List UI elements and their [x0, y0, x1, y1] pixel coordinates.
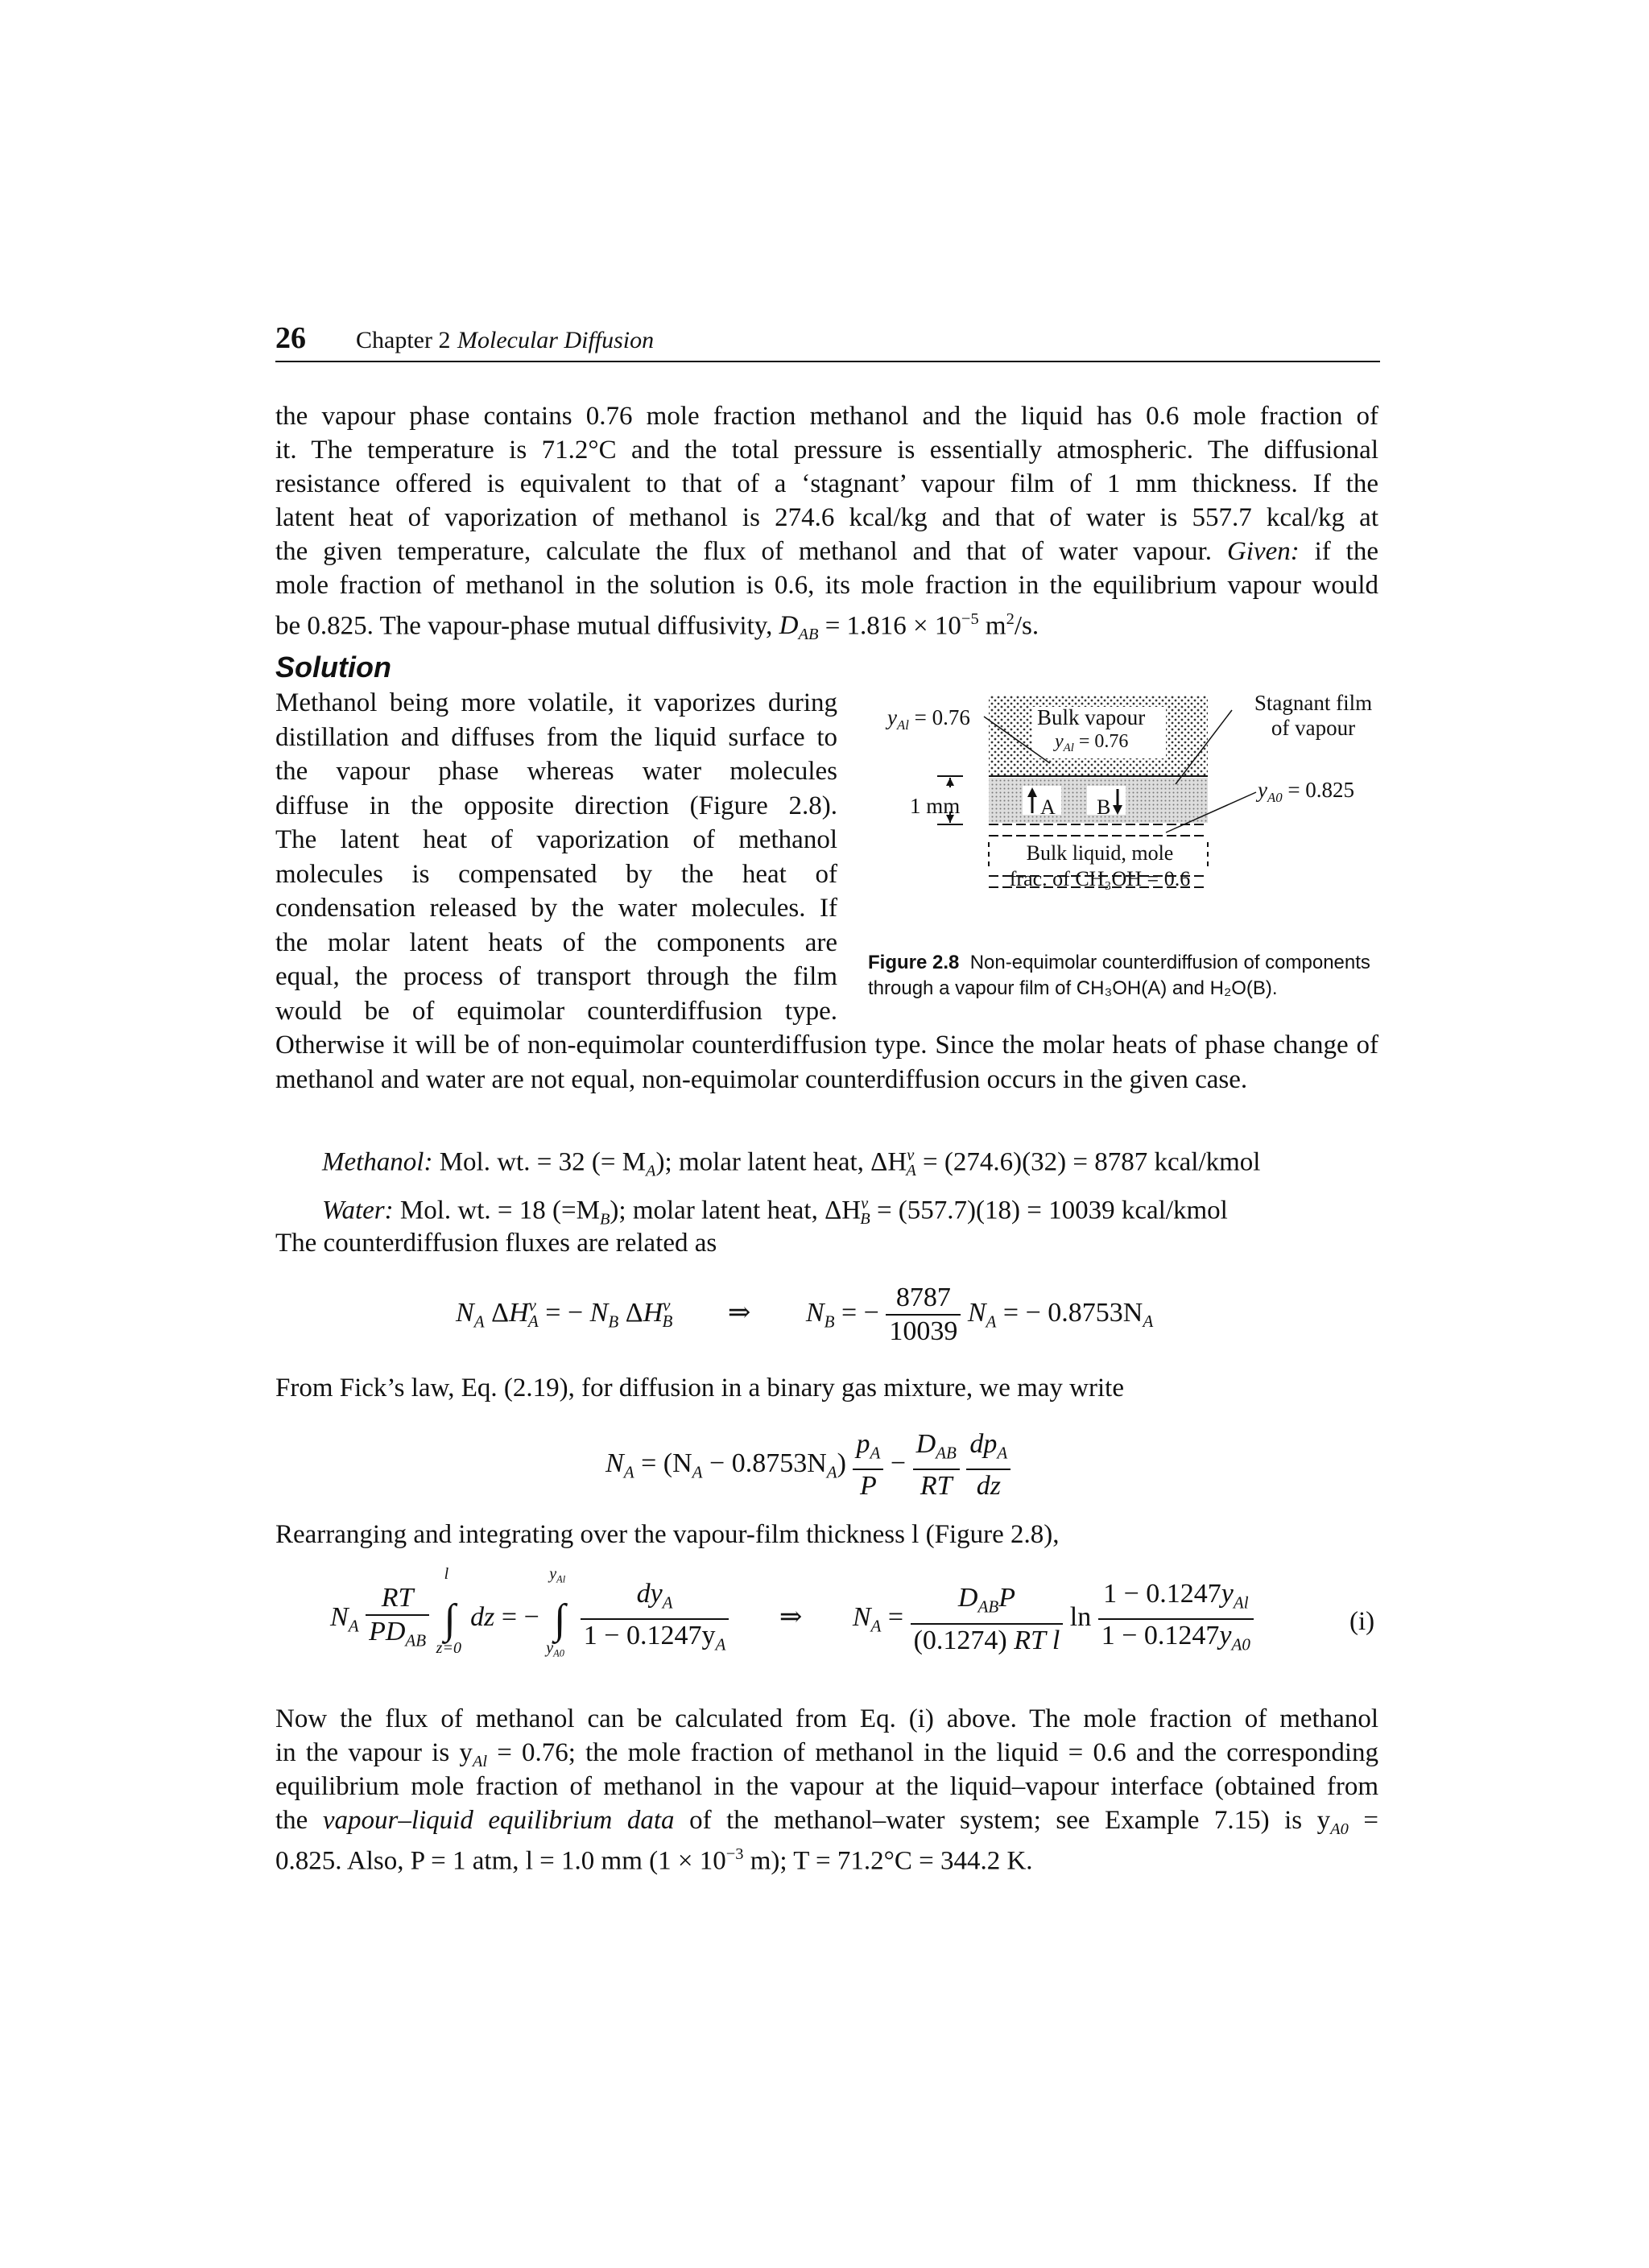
page-number: 26 — [275, 321, 306, 355]
equation-flux-relation: $N_A$ $\Delta H^v_A$ = − $N_B$ $\Delta H^v_B$ ⇒ $N_B$ = − $\frac{8787}{10039}$ $N_A$ = − $0.8753N_A$ — [456, 1283, 1154, 1346]
equation-label: (i) — [1349, 1607, 1375, 1636]
figure-arrow-b-label: B — [1097, 795, 1111, 819]
problem-line: the given temperature, calculate the flux of methanol and that of water vapour. Given: if the — [275, 537, 1378, 566]
figure-arrow-a-label: A — [1040, 795, 1056, 819]
final-line: 0.825. Also, P = 1 atm, l = 1.0 mm ($1 \times 10^{-3}$ m); T = 71.2°C = 344.2 K. — [275, 1845, 1033, 1876]
methanol-line: Methanol: Mol. wt. = 32 (= $M_A$); molar latent heat, $\Delta H^v_A = (274.6)(32) = 8787$ kcal/kmol — [322, 1146, 1261, 1180]
chapter-label: Chapter 2 — [356, 327, 451, 353]
solution-paragraph: Otherwise it will be of non-equimolar counterdiffusion type. Since the molar heats of phase change of methanol and water are not equal, non-equimolar counterdiffusion occurs in the given case. — [275, 1031, 1378, 1094]
problem-line: be 0.825. The vapour-phase mutual diffusivity, $D_{AB} = 1.816 \times 10^{-5}$ $m^2/s$. — [275, 610, 1039, 644]
figure-bulk-vapour-y: $y_{Al} = 0.76$ — [1055, 731, 1129, 755]
final-line: the vapour–liquid equilibrium data of the methanol–water system; see Example 7.15) is $y_{A0}$ = — [275, 1806, 1379, 1839]
figure-thickness: 1 mm — [910, 794, 961, 818]
figure-yal-left: $y_{Al} = 0.76$ — [887, 705, 970, 733]
figure-caption: Figure 2.8 Non-equimolar counterdiffusion of components through a vapour film of CH₃OH(A) and H₂O(B). — [868, 952, 1370, 999]
figure-ya0: $y_{A0} = 0.825$ — [1258, 778, 1355, 805]
problem-line: resistance offered is equivalent to that of a ‘stagnant’ vapour film of 1 mm thickness. If the — [275, 469, 1378, 498]
header-rule — [275, 361, 1380, 362]
figure-stagnant-film: Stagnant film of vapour — [1254, 691, 1373, 740]
problem-line: latent heat of vaporization of methanol is 274.6 kcal/kg and that of water is 557.7 kcal/kg at — [275, 503, 1378, 532]
equation-ficks-law: $N_A = (N_A - 0.8753N_A)$ $\frac{p_A}{P}$ − $\frac{D_{AB}}{RT}$ $\frac{dp_A}{dz}$ — [605, 1428, 1010, 1502]
final-line: equilibrium mole fraction of methanol in the vapour at the liquid–vapour interface (obtained from — [275, 1772, 1378, 1801]
problem-line: mole fraction of methanol in the solution is 0.6, its mole fraction in the equilibrium vapour would — [275, 571, 1378, 600]
related-line: The counterdiffusion fluxes are related as — [275, 1229, 717, 1258]
rearranging-line: Rearranging and integrating over the vapour-film thickness l (Figure 2.8), — [275, 1520, 1060, 1549]
water-line: Water: Mol. wt. = 18 $(=M_B)$; molar latent heat, $\Delta H^v_B = (557.7)(18) = 10039$ kcal/kmol — [322, 1195, 1228, 1229]
final-line: in the vapour is $y_{Al} = 0.76$; the mole fraction of methanol in the liquid = 0.6 and the corresponding — [275, 1738, 1379, 1771]
solution-column: Methanol being more volatile, it vaporizes during distillation and diffuses from the liquid surface to the vapour phase whereas water molecules diffuse in the opposite direction (Figure 2.8). The latent heat of vaporization of methanol molecules is compensated by the heat of condensation released by the water molecules. If the molar latent heats of the components are equal, the process of transport through the film would be of equimolar counterdiffusion type. — [275, 688, 837, 1026]
figure-bulk-vapour: Bulk vapour — [1037, 705, 1146, 729]
equation-integrated: $N_A$ $\frac{RT}{PD_{AB}}$ l ∫ z=0 dz = − $y_{Al}$ ∫ $y_{A0}$ $\frac{dy_A}{1 - 0.1247y_A}$ ⇒ $N_A$ = $\frac{D_{AB}P}{\text{(0.1274) RT l}}$ ln $\frac{1 - 0.1247y_{Al}}{1 - 0.1247y_{A0}}$ — [330, 1578, 1254, 1661]
chapter-title: Molecular Diffusion — [457, 327, 655, 353]
problem-line: it. The temperature is 71.2°C and the total pressure is essentially atmospheric. The diffusional — [275, 436, 1378, 465]
final-line: Now the flux of methanol can be calculated from Eq. (i) above. The mole fraction of methanol — [275, 1704, 1378, 1733]
ficks-line: From Fick’s law, Eq. (2.19), for diffusion in a binary gas mixture, we may write — [275, 1374, 1124, 1403]
solution-heading: Solution — [275, 651, 391, 684]
figure-bulk-liquid: Bulk liquid, mole frac. of CH₃OH = 0.6 — [1009, 841, 1191, 890]
problem-line: the vapour phase contains 0.76 mole fraction methanol and the liquid has 0.6 mole fraction of — [275, 402, 1378, 431]
